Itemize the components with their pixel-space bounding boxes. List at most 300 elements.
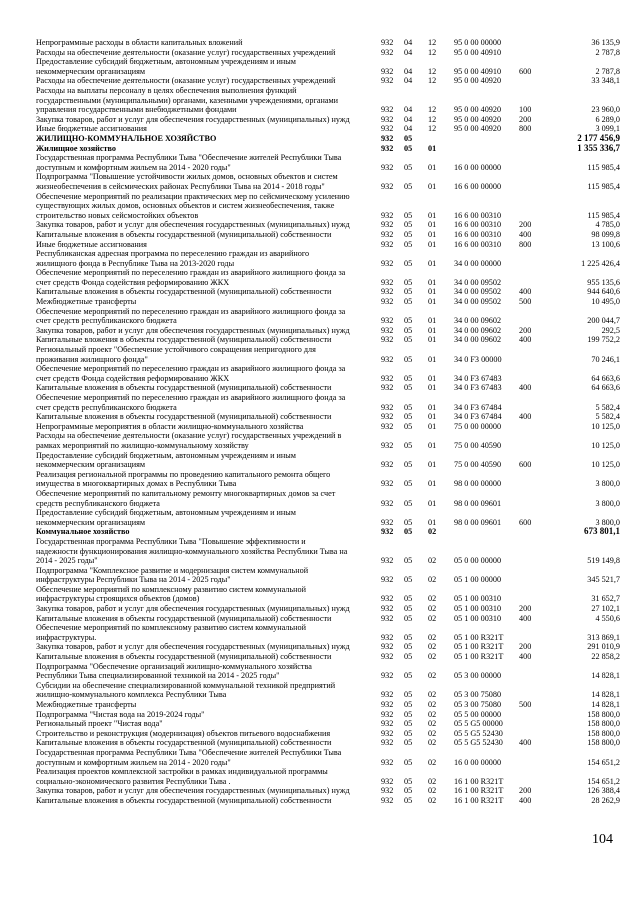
razdel-code: 05 bbox=[404, 412, 413, 422]
row-name: Строительство и реконструкция (модернизация) объектов питьевого водоснабжения bbox=[36, 728, 331, 738]
podrazdel-code: 01 bbox=[428, 316, 437, 326]
table-row bbox=[0, 192, 640, 221]
razdel-code: 05 bbox=[404, 210, 413, 220]
vedomstvo-code: 932 bbox=[381, 287, 394, 297]
vedomstvo-code: 932 bbox=[381, 316, 394, 326]
amount-value: 955 135,6 bbox=[587, 277, 620, 287]
amount-value: 158 800,0 bbox=[587, 719, 620, 729]
table-row bbox=[0, 662, 640, 681]
row-name: Иные бюджетные ассигнования bbox=[36, 239, 147, 249]
amount-value: 14 828,1 bbox=[591, 671, 620, 681]
razdel-code: 05 bbox=[404, 786, 413, 796]
vedomstvo-code: 932 bbox=[381, 421, 394, 431]
amount-value: 64 663,6 bbox=[591, 373, 620, 383]
vedomstvo-code: 932 bbox=[381, 440, 394, 450]
target-article-code: 34 0 00 09502 bbox=[454, 277, 502, 287]
amount-value: 158 800,0 bbox=[587, 738, 620, 748]
table-row bbox=[0, 786, 640, 796]
row-name: Жилищное хозяйство bbox=[36, 143, 116, 153]
table-row bbox=[0, 652, 640, 662]
podrazdel-code: 02 bbox=[428, 795, 437, 805]
vedomstvo-code: 932 bbox=[381, 66, 394, 76]
row-name: Региональный проект "Чистая вода" bbox=[36, 719, 163, 729]
target-article-code: 34 0 F3 67483 bbox=[454, 373, 502, 383]
amount-value: 115 985,4 bbox=[587, 210, 620, 220]
table-row bbox=[0, 422, 640, 432]
podrazdel-code: 01 bbox=[428, 373, 437, 383]
target-article-code: 34 0 F3 00000 bbox=[454, 354, 502, 364]
target-article-code: 05 1 00 00310 bbox=[454, 613, 502, 623]
vedomstvo-code: 932 bbox=[381, 38, 394, 47]
amount-value: 22 858,2 bbox=[591, 652, 620, 662]
razdel-code: 05 bbox=[404, 795, 413, 805]
target-article-code: 05 5 G5 52430 bbox=[454, 728, 503, 738]
row-name: Региональный проект "Обеспечение устойчивого сокращения непригодного для проживания жилищного фонда" bbox=[36, 345, 316, 364]
target-article-code: 16 1 00 R321T bbox=[454, 795, 504, 805]
razdel-code: 05 bbox=[404, 738, 413, 748]
row-name: Капитальные вложения в объекты государственной (муниципальной) собственности bbox=[36, 795, 332, 805]
expense-type-code: 400 bbox=[519, 738, 532, 748]
table-row bbox=[0, 220, 640, 230]
razdel-code: 05 bbox=[404, 728, 413, 738]
row-name: Иные бюджетные ассигнования bbox=[36, 124, 147, 134]
podrazdel-code: 02 bbox=[428, 556, 437, 566]
podrazdel-code: 01 bbox=[428, 440, 437, 450]
row-name: Субсидии на обеспечение специализированной коммунальной техникой предприятий жилищно-коммунального комплекса Республики Тыва bbox=[36, 680, 336, 700]
table-row bbox=[0, 489, 640, 508]
row-name: Закупка товаров, работ и услуг для обеспечения государственных (муниципальных) нужд bbox=[36, 220, 350, 230]
razdel-code: 05 bbox=[404, 642, 413, 652]
podrazdel-code: 01 bbox=[428, 287, 437, 297]
podrazdel-code: 02 bbox=[428, 604, 437, 614]
vedomstvo-code: 932 bbox=[381, 517, 394, 527]
expense-type-code: 200 bbox=[519, 642, 532, 652]
expense-type-code: 400 bbox=[519, 335, 532, 345]
table-row bbox=[0, 585, 640, 604]
table-row bbox=[0, 393, 640, 412]
amount-value: 27 102,1 bbox=[591, 604, 620, 614]
expense-type-code: 600 bbox=[519, 460, 532, 470]
vedomstvo-code: 932 bbox=[381, 335, 394, 345]
vedomstvo-code: 932 bbox=[381, 181, 394, 191]
podrazdel-code: 02 bbox=[428, 527, 437, 537]
row-name: Подпрограмма "Обеспечение организаций жилищно-коммунального хозяйства Республики Тыва специализированной техникой на 2014 - 2025 годы" bbox=[36, 661, 312, 681]
row-name: Республиканская адресная программа по переселению граждан из аварийного жилищного фонда в Республике Тыва на 2013-2020 годы bbox=[36, 249, 310, 268]
razdel-code: 05 bbox=[404, 700, 413, 710]
target-article-code: 34 0 F3 67483 bbox=[454, 383, 502, 393]
budget-table bbox=[0, 38, 640, 806]
razdel-code: 05 bbox=[404, 556, 413, 566]
row-name: Обеспечение мероприятий по комплексному развитию систем коммунальной инфраструктуры строящихся объектов (домов) bbox=[36, 584, 306, 604]
row-name: Обеспечение мероприятий по капитальному ремонту многоквартирных домов за счет средств республиканского бюджета bbox=[36, 488, 336, 508]
row-name: Капитальные вложения в объекты государственной (муниципальной) собственности bbox=[36, 412, 332, 422]
target-article-code: 05 5 00 00000 bbox=[454, 709, 502, 719]
amount-value: 2 787,8 bbox=[595, 47, 620, 57]
amount-value: 3 800,0 bbox=[595, 517, 620, 527]
table-row bbox=[0, 48, 640, 58]
table-row bbox=[0, 700, 640, 710]
razdel-code: 05 bbox=[404, 220, 413, 230]
amount-value: 14 828,1 bbox=[591, 700, 620, 710]
row-name: Закупка товаров, работ и услуг для обеспечения государственных (муниципальных) нужд bbox=[36, 325, 350, 335]
target-article-code: 05 3 00 75080 bbox=[454, 700, 502, 710]
podrazdel-code: 01 bbox=[428, 297, 437, 307]
target-article-code: 16 6 00 00310 bbox=[454, 229, 502, 239]
target-article-code: 16 6 00 00310 bbox=[454, 220, 502, 230]
target-article-code: 75 0 00 40590 bbox=[454, 460, 502, 470]
vedomstvo-code: 932 bbox=[381, 229, 394, 239]
row-name: Капитальные вложения в объекты государственной (муниципальной) собственности bbox=[36, 613, 332, 623]
row-name: Расходы на обеспечение деятельности (оказание услуг) государственных учреждений bbox=[36, 76, 336, 86]
podrazdel-code: 01 bbox=[428, 402, 437, 412]
amount-value: 5 582,4 bbox=[595, 412, 620, 422]
razdel-code: 05 bbox=[404, 239, 413, 249]
table-row bbox=[0, 268, 640, 287]
razdel-code: 05 bbox=[404, 517, 413, 527]
vedomstvo-code: 932 bbox=[381, 479, 394, 489]
amount-value: 10 125,0 bbox=[591, 421, 620, 431]
table-row bbox=[0, 614, 640, 624]
vedomstvo-code: 932 bbox=[381, 556, 394, 566]
amount-value: 4 785,0 bbox=[595, 220, 620, 230]
podrazdel-code: 01 bbox=[428, 162, 437, 172]
target-article-code: 95 0 00 40920 bbox=[454, 124, 502, 134]
table-row bbox=[0, 134, 640, 144]
table-row bbox=[0, 86, 640, 115]
target-article-code: 34 0 00 09502 bbox=[454, 297, 502, 307]
table-row bbox=[0, 115, 640, 125]
expense-type-code: 200 bbox=[519, 604, 532, 614]
target-article-code: 95 0 00 40910 bbox=[454, 47, 502, 57]
podrazdel-code: 01 bbox=[428, 335, 437, 345]
razdel-code: 05 bbox=[404, 613, 413, 623]
row-name: Коммунальное хозяйство bbox=[36, 527, 130, 537]
vedomstvo-code: 932 bbox=[381, 719, 394, 729]
expense-type-code: 400 bbox=[519, 412, 532, 422]
razdel-code: 05 bbox=[404, 575, 413, 585]
podrazdel-code: 02 bbox=[428, 671, 437, 681]
vedomstvo-code: 932 bbox=[381, 527, 394, 537]
amount-value: 33 348,1 bbox=[591, 76, 620, 86]
razdel-code: 05 bbox=[404, 383, 413, 393]
podrazdel-code: 02 bbox=[428, 757, 437, 767]
razdel-code: 04 bbox=[404, 124, 413, 134]
expense-type-code: 200 bbox=[519, 220, 532, 230]
target-article-code: 34 0 F3 67484 bbox=[454, 412, 502, 422]
razdel-code: 05 bbox=[404, 498, 413, 508]
table-row bbox=[0, 364, 640, 383]
amount-value: 98 099,8 bbox=[591, 229, 620, 239]
target-article-code: 34 0 F3 67484 bbox=[454, 402, 502, 412]
row-name: Предоставление субсидий бюджетным, автономным учреждениям и иным некоммерческим организациям bbox=[36, 508, 296, 527]
target-article-code: 05 0 00 00000 bbox=[454, 556, 502, 566]
razdel-code: 04 bbox=[404, 47, 413, 57]
amount-value: 519 149,8 bbox=[587, 556, 620, 566]
table-row bbox=[0, 537, 640, 566]
table-row bbox=[0, 38, 640, 48]
vedomstvo-code: 932 bbox=[381, 575, 394, 585]
vedomstvo-code: 932 bbox=[381, 671, 394, 681]
row-name: Реализация проектов комплексной застройки в рамках индивидуальной программы социально-экономического развития Республики Тыва . bbox=[36, 767, 328, 786]
table-row bbox=[0, 383, 640, 393]
table-row bbox=[0, 719, 640, 729]
target-article-code: 34 0 00 00000 bbox=[454, 258, 502, 268]
razdel-code: 05 bbox=[404, 604, 413, 614]
row-name: Обеспечение мероприятий по переселению граждан из аварийного жилищного фонда за счет средств республиканского бюджета bbox=[36, 306, 346, 326]
target-article-code: 05 5 G5 00000 bbox=[454, 719, 503, 729]
podrazdel-code: 01 bbox=[428, 143, 437, 153]
podrazdel-code: 01 bbox=[428, 479, 437, 489]
row-name: Межбюджетные трансферты bbox=[36, 700, 137, 710]
amount-value: 31 652,7 bbox=[591, 594, 620, 604]
table-row bbox=[0, 623, 640, 642]
row-name: Обеспечение мероприятий по переселению граждан из аварийного жилищного фонда за счет средств республиканского бюджета bbox=[36, 393, 346, 412]
table-row bbox=[0, 527, 640, 537]
expense-type-code: 400 bbox=[519, 287, 532, 297]
target-article-code: 05 3 00 00000 bbox=[454, 671, 502, 681]
razdel-code: 05 bbox=[404, 632, 413, 642]
table-row bbox=[0, 249, 640, 268]
target-article-code: 95 0 00 40910 bbox=[454, 66, 502, 76]
target-article-code: 95 0 00 40920 bbox=[454, 105, 502, 115]
target-article-code: 16 6 00 00000 bbox=[454, 181, 502, 191]
table-row bbox=[0, 326, 640, 336]
target-article-code: 05 3 00 75080 bbox=[454, 690, 502, 700]
vedomstvo-code: 932 bbox=[381, 757, 394, 767]
podrazdel-code: 01 bbox=[428, 210, 437, 220]
amount-value: 2 177 456,9 bbox=[577, 132, 620, 143]
amount-value: 10 495,0 bbox=[591, 297, 620, 307]
row-name: Закупка товаров, работ и услуг для обеспечения государственных (муниципальных) нужд bbox=[36, 642, 350, 652]
razdel-code: 05 bbox=[404, 229, 413, 239]
expense-type-code: 500 bbox=[519, 297, 532, 307]
podrazdel-code: 02 bbox=[428, 594, 437, 604]
target-article-code: 05 1 00 R321T bbox=[454, 642, 504, 652]
vedomstvo-code: 932 bbox=[381, 124, 394, 134]
amount-value: 200 044,7 bbox=[587, 316, 620, 326]
target-article-code: 05 1 00 R321T bbox=[454, 632, 504, 642]
vedomstvo-code: 932 bbox=[381, 786, 394, 796]
target-article-code: 16 1 00 R321T bbox=[454, 786, 504, 796]
razdel-code: 05 bbox=[404, 133, 413, 143]
amount-value: 14 828,1 bbox=[591, 690, 620, 700]
vedomstvo-code: 932 bbox=[381, 373, 394, 383]
row-name: Капитальные вложения в объекты государственной (муниципальной) собственности bbox=[36, 383, 332, 393]
razdel-code: 04 bbox=[404, 105, 413, 115]
amount-value: 199 752,2 bbox=[587, 335, 620, 345]
row-name: Капитальные вложения в объекты государственной (муниципальной) собственности bbox=[36, 738, 332, 748]
expense-type-code: 100 bbox=[519, 105, 532, 115]
row-name: Государственная программа Республики Тыва "Повышение эффективности и надежности функционирования жилищно-коммунального хозяйства Республики Тыва на 2014 - 2025 годы" bbox=[36, 536, 348, 566]
target-article-code: 75 0 00 40590 bbox=[454, 440, 502, 450]
row-name: Предоставление субсидий бюджетным, автономным учреждениям и иным некоммерческим организациям bbox=[36, 57, 296, 76]
razdel-code: 05 bbox=[404, 440, 413, 450]
vedomstvo-code: 932 bbox=[381, 325, 394, 335]
table-row bbox=[0, 796, 640, 806]
podrazdel-code: 01 bbox=[428, 421, 437, 431]
razdel-code: 05 bbox=[404, 316, 413, 326]
podrazdel-code: 01 bbox=[428, 412, 437, 422]
vedomstvo-code: 932 bbox=[381, 604, 394, 614]
row-name: Капитальные вложения в объекты государственной (муниципальной) собственности bbox=[36, 229, 332, 239]
amount-value: 64 663,6 bbox=[591, 383, 620, 393]
razdel-code: 05 bbox=[404, 162, 413, 172]
target-article-code: 05 1 00 R321T bbox=[454, 652, 504, 662]
razdel-code: 04 bbox=[404, 66, 413, 76]
razdel-code: 05 bbox=[404, 690, 413, 700]
row-name: Обеспечение мероприятий по комплексному развитию систем коммунальной инфраструктуры. bbox=[36, 623, 306, 642]
row-name: Расходы на обеспечение деятельности (оказание услуг) государственных учреждений bbox=[36, 47, 336, 57]
amount-value: 10 125,0 bbox=[591, 440, 620, 450]
razdel-code: 04 bbox=[404, 38, 413, 47]
vedomstvo-code: 932 bbox=[381, 297, 394, 307]
podrazdel-code: 01 bbox=[428, 498, 437, 508]
row-name: Государственная программа Республики Тыва "Обеспечение жителей Республики Тыва доступным и комфортным жильем на 2014 - 2020 годы" bbox=[36, 747, 342, 767]
amount-value: 291 010,9 bbox=[587, 642, 620, 652]
vedomstvo-code: 932 bbox=[381, 133, 394, 143]
table-row bbox=[0, 738, 640, 748]
amount-value: 158 800,0 bbox=[587, 728, 620, 738]
razdel-code: 05 bbox=[404, 421, 413, 431]
vedomstvo-code: 932 bbox=[381, 143, 394, 153]
podrazdel-code: 01 bbox=[428, 258, 437, 268]
row-name: Закупка товаров, работ и услуг для обеспечения государственных (муниципальных) нужд bbox=[36, 786, 350, 796]
vedomstvo-code: 932 bbox=[381, 220, 394, 230]
podrazdel-code: 02 bbox=[428, 786, 437, 796]
expense-type-code: 400 bbox=[519, 229, 532, 239]
row-name: Капитальные вложения в объекты государственной (муниципальной) собственности bbox=[36, 652, 332, 662]
vedomstvo-code: 932 bbox=[381, 776, 394, 786]
amount-value: 10 125,0 bbox=[591, 460, 620, 470]
amount-value: 154 651,2 bbox=[587, 757, 620, 767]
podrazdel-code: 02 bbox=[428, 728, 437, 738]
vedomstvo-code: 932 bbox=[381, 460, 394, 470]
razdel-code: 04 bbox=[404, 76, 413, 86]
podrazdel-code: 02 bbox=[428, 690, 437, 700]
podrazdel-code: 12 bbox=[428, 124, 437, 134]
razdel-code: 05 bbox=[404, 277, 413, 287]
razdel-code: 05 bbox=[404, 719, 413, 729]
target-article-code: 34 0 00 09602 bbox=[454, 316, 502, 326]
target-article-code: 05 1 00 00310 bbox=[454, 604, 502, 614]
row-name: Подпрограмма "Повышение устойчивости жилых домов, основных объектов и систем жизнеобеспечения в сейсмических районах Республики Тыва на 2014 - 2018 годы" bbox=[36, 172, 338, 191]
row-name: Капитальные вложения в объекты государственной (муниципальной) собственности bbox=[36, 335, 332, 345]
razdel-code: 05 bbox=[404, 402, 413, 412]
table-row bbox=[0, 335, 640, 345]
vedomstvo-code: 932 bbox=[381, 76, 394, 86]
vedomstvo-code: 932 bbox=[381, 412, 394, 422]
table-row bbox=[0, 470, 640, 489]
amount-value: 126 388,4 bbox=[587, 786, 620, 796]
amount-value: 4 550,6 bbox=[595, 613, 620, 623]
expense-type-code: 600 bbox=[519, 66, 532, 76]
amount-value: 13 100,6 bbox=[591, 239, 620, 249]
podrazdel-code: 12 bbox=[428, 105, 437, 115]
vedomstvo-code: 932 bbox=[381, 239, 394, 249]
podrazdel-code: 01 bbox=[428, 517, 437, 527]
row-name: Расходы на выплаты персоналу в целях обеспечения выполнения функций государственными (муниципальными) органами, казенными учреждениями, органами управления государственными внебюджетными фондами bbox=[36, 85, 339, 115]
table-row bbox=[0, 297, 640, 307]
row-name: Непрограммные мероприятия в области жилищно-коммунального хозяйства bbox=[36, 421, 304, 431]
expense-type-code: 200 bbox=[519, 786, 532, 796]
row-name: Закупка товаров, работ и услуг для обеспечения государственных (муниципальных) нужд bbox=[36, 114, 350, 124]
row-name: Обеспечение мероприятий по переселению граждан из аварийного жилищного фонда за счет средств Фонда содействия реформированию ЖКХ bbox=[36, 364, 346, 383]
podrazdel-code: 12 bbox=[428, 114, 437, 124]
table-row bbox=[0, 508, 640, 527]
razdel-code: 05 bbox=[404, 143, 413, 153]
amount-value: 2 787,8 bbox=[595, 66, 620, 76]
vedomstvo-code: 932 bbox=[381, 738, 394, 748]
table-row bbox=[0, 431, 640, 450]
podrazdel-code: 01 bbox=[428, 239, 437, 249]
razdel-code: 05 bbox=[404, 460, 413, 470]
row-name: ЖИЛИЩНО-КОММУНАЛЬНОЕ ХОЗЯЙСТВО bbox=[36, 133, 217, 143]
amount-value: 158 800,0 bbox=[587, 709, 620, 719]
vedomstvo-code: 932 bbox=[381, 498, 394, 508]
podrazdel-code: 02 bbox=[428, 700, 437, 710]
vedomstvo-code: 932 bbox=[381, 690, 394, 700]
table-row bbox=[0, 412, 640, 422]
amount-value: 292,5 bbox=[601, 325, 620, 335]
row-name: Реализация региональной программы по проведению капитального ремонта общего имущества в многоквартирных домах в Республики Тыва bbox=[36, 469, 331, 489]
target-article-code: 16 1 00 R321T bbox=[454, 776, 504, 786]
table-row bbox=[0, 642, 640, 652]
razdel-code: 05 bbox=[404, 671, 413, 681]
vedomstvo-code: 932 bbox=[381, 105, 394, 115]
podrazdel-code: 12 bbox=[428, 66, 437, 76]
razdel-code: 05 bbox=[404, 652, 413, 662]
table-row bbox=[0, 566, 640, 585]
vedomstvo-code: 932 bbox=[381, 642, 394, 652]
vedomstvo-code: 932 bbox=[381, 700, 394, 710]
table-row bbox=[0, 230, 640, 240]
podrazdel-code: 01 bbox=[428, 229, 437, 239]
razdel-code: 04 bbox=[404, 114, 413, 124]
vedomstvo-code: 932 bbox=[381, 613, 394, 623]
target-article-code: 95 0 00 00000 bbox=[454, 38, 502, 47]
expense-type-code: 200 bbox=[519, 325, 532, 335]
vedomstvo-code: 932 bbox=[381, 258, 394, 268]
podrazdel-code: 12 bbox=[428, 76, 437, 86]
amount-value: 115 985,4 bbox=[587, 162, 620, 172]
expense-type-code: 400 bbox=[519, 613, 532, 623]
row-name: Подпрограмма "Комплексное развитие и модернизация систем коммунальной инфраструктуры Республики Тыва на 2014 - 2025 годы" bbox=[36, 565, 309, 585]
vedomstvo-code: 932 bbox=[381, 277, 394, 287]
podrazdel-code: 02 bbox=[428, 738, 437, 748]
target-article-code: 95 0 00 40920 bbox=[454, 76, 502, 86]
podrazdel-code: 12 bbox=[428, 47, 437, 57]
table-row bbox=[0, 729, 640, 739]
razdel-code: 05 bbox=[404, 776, 413, 786]
razdel-code: 05 bbox=[404, 479, 413, 489]
podrazdel-code: 01 bbox=[428, 220, 437, 230]
amount-value: 5 582,4 bbox=[595, 402, 620, 412]
razdel-code: 05 bbox=[404, 709, 413, 719]
table-row bbox=[0, 748, 640, 767]
vedomstvo-code: 932 bbox=[381, 47, 394, 57]
amount-value: 6 289,0 bbox=[595, 114, 620, 124]
amount-value: 1 355 336,7 bbox=[577, 142, 620, 153]
table-row bbox=[0, 76, 640, 86]
row-name: Расходы на обеспечение деятельности (оказание услуг) государственных учреждений в рамках мероприятий по жилищно-коммунальному хозяйству bbox=[36, 431, 342, 450]
razdel-code: 05 bbox=[404, 287, 413, 297]
table-row bbox=[0, 124, 640, 134]
vedomstvo-code: 932 bbox=[381, 594, 394, 604]
podrazdel-code: 01 bbox=[428, 354, 437, 364]
expense-type-code: 200 bbox=[519, 114, 532, 124]
row-name: Предоставление субсидий бюджетным, автономным учреждениям и иным некоммерческим организациям bbox=[36, 450, 296, 470]
target-article-code: 95 0 00 40920 bbox=[454, 114, 502, 124]
